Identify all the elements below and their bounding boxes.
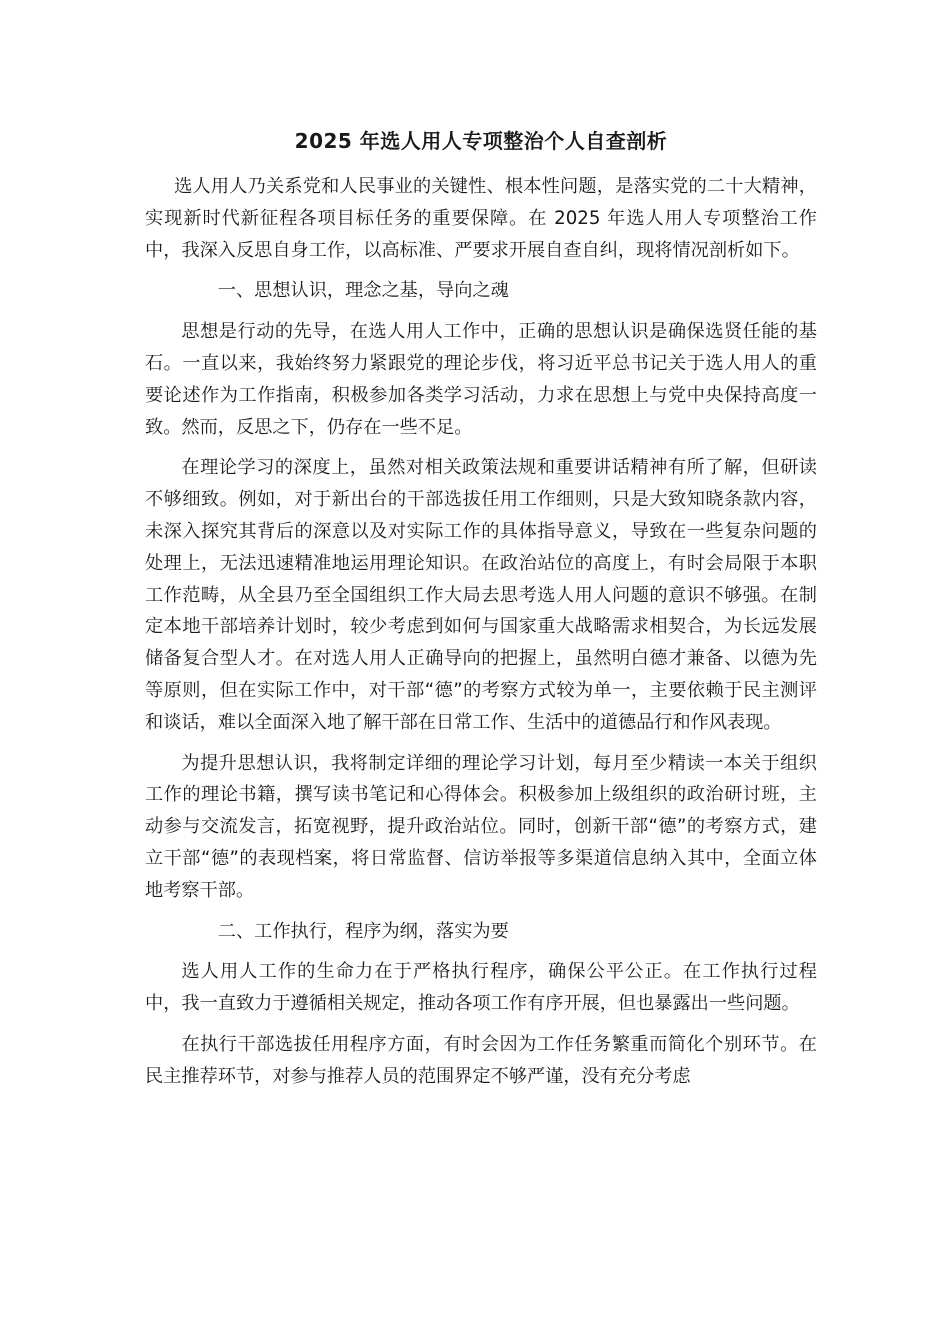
section2-paragraph-2: 在执行干部选拔任用程序方面，有时会因为工作任务繁重而简化个别环节。在民主推荐环节，对参与推荐人员的范围界定不够严谨，没有充分考虑 (145, 1033, 817, 1087)
section1-paragraph-1: 思想是行动的先导，在选人用人工作中，正确的思想认识是确保选贤任能的基石。一直以来，我始终努力紧跟党的理论步伐，将习近平总书记关于选人用人的重要论述作为工作指南，积极参加各类学习活动，力求在思想上与党中央保持高度一致。然而，反思之下，仍存在一些不足。 (145, 321, 817, 438)
section1-paragraph-3: 为提升思想认识，我将制定详细的理论学习计划，每月至少精读一本关于组织工作的理论书籍，撰写读书笔记和心得体会。积极参加上级组织的政治研讨班，主动参与交流发言，拓宽视野，提升政治站位。同时，创新干部“德”的考察方式，建立干部“德”的表现档案，将日常监督、信访举报等多渠道信息纳入其中，全面立体地考察干部。 (145, 752, 817, 901)
document-page (145, 126, 817, 1102)
document-title: 2025 年选人用人专项整治个人自查剖析 (294, 129, 668, 153)
section-heading-2: 二、工作执行，程序为纲，落实为要 (217, 920, 509, 942)
section2-paragraph-1: 选人用人工作的生命力在于严格执行程序，确保公平公正。在工作执行过程中，我一直致力于遵循相关规定，推动各项工作有序开展，但也暴露出一些问题。 (145, 961, 817, 1015)
section1-paragraph-2: 在理论学习的深度上，虽然对相关政策法规和重要讲话精神有所了解，但研读不够细致。例如，对于新出台的干部选拔任用工作细则，只是大致知晓条款内容，未深入探究其背后的深意以及对实际工作的具体指导意义，导致在一些复杂问题的处理上，无法迅速精准地运用理论知识。在政治站位的高度上，有时会局限于本职工作范畴，从全县乃至全国组织工作大局去思考选人用人问题的意识不够强。在制定本地干部培养计划时，较少考虑到如何与国家重大战略需求相契合，为长远发展储备复合型人才。在对选人用人正确导向的把握上，虽然明白德才兼备、以德为先等原则，但在实际工作中，对干部“德”的考察方式较为单一，主要依赖于民主测评和谈话，难以全面深入地了解干部在日常工作、生活中的道德品行和作风表现。 (145, 457, 817, 733)
intro-paragraph: 选人用人乃关系党和人民事业的关键性、根本性问题，是落实党的二十大精神，实现新时代新征程各项目标任务的重要保障。在 2025 年选人用人专项整治工作中，我深入反思自身工作，以高标准、严要求开展自查自纠，现将情况剖析如下。 (145, 176, 817, 261)
section-heading-1: 一、思想认识，理念之基，导向之魂 (217, 280, 509, 302)
